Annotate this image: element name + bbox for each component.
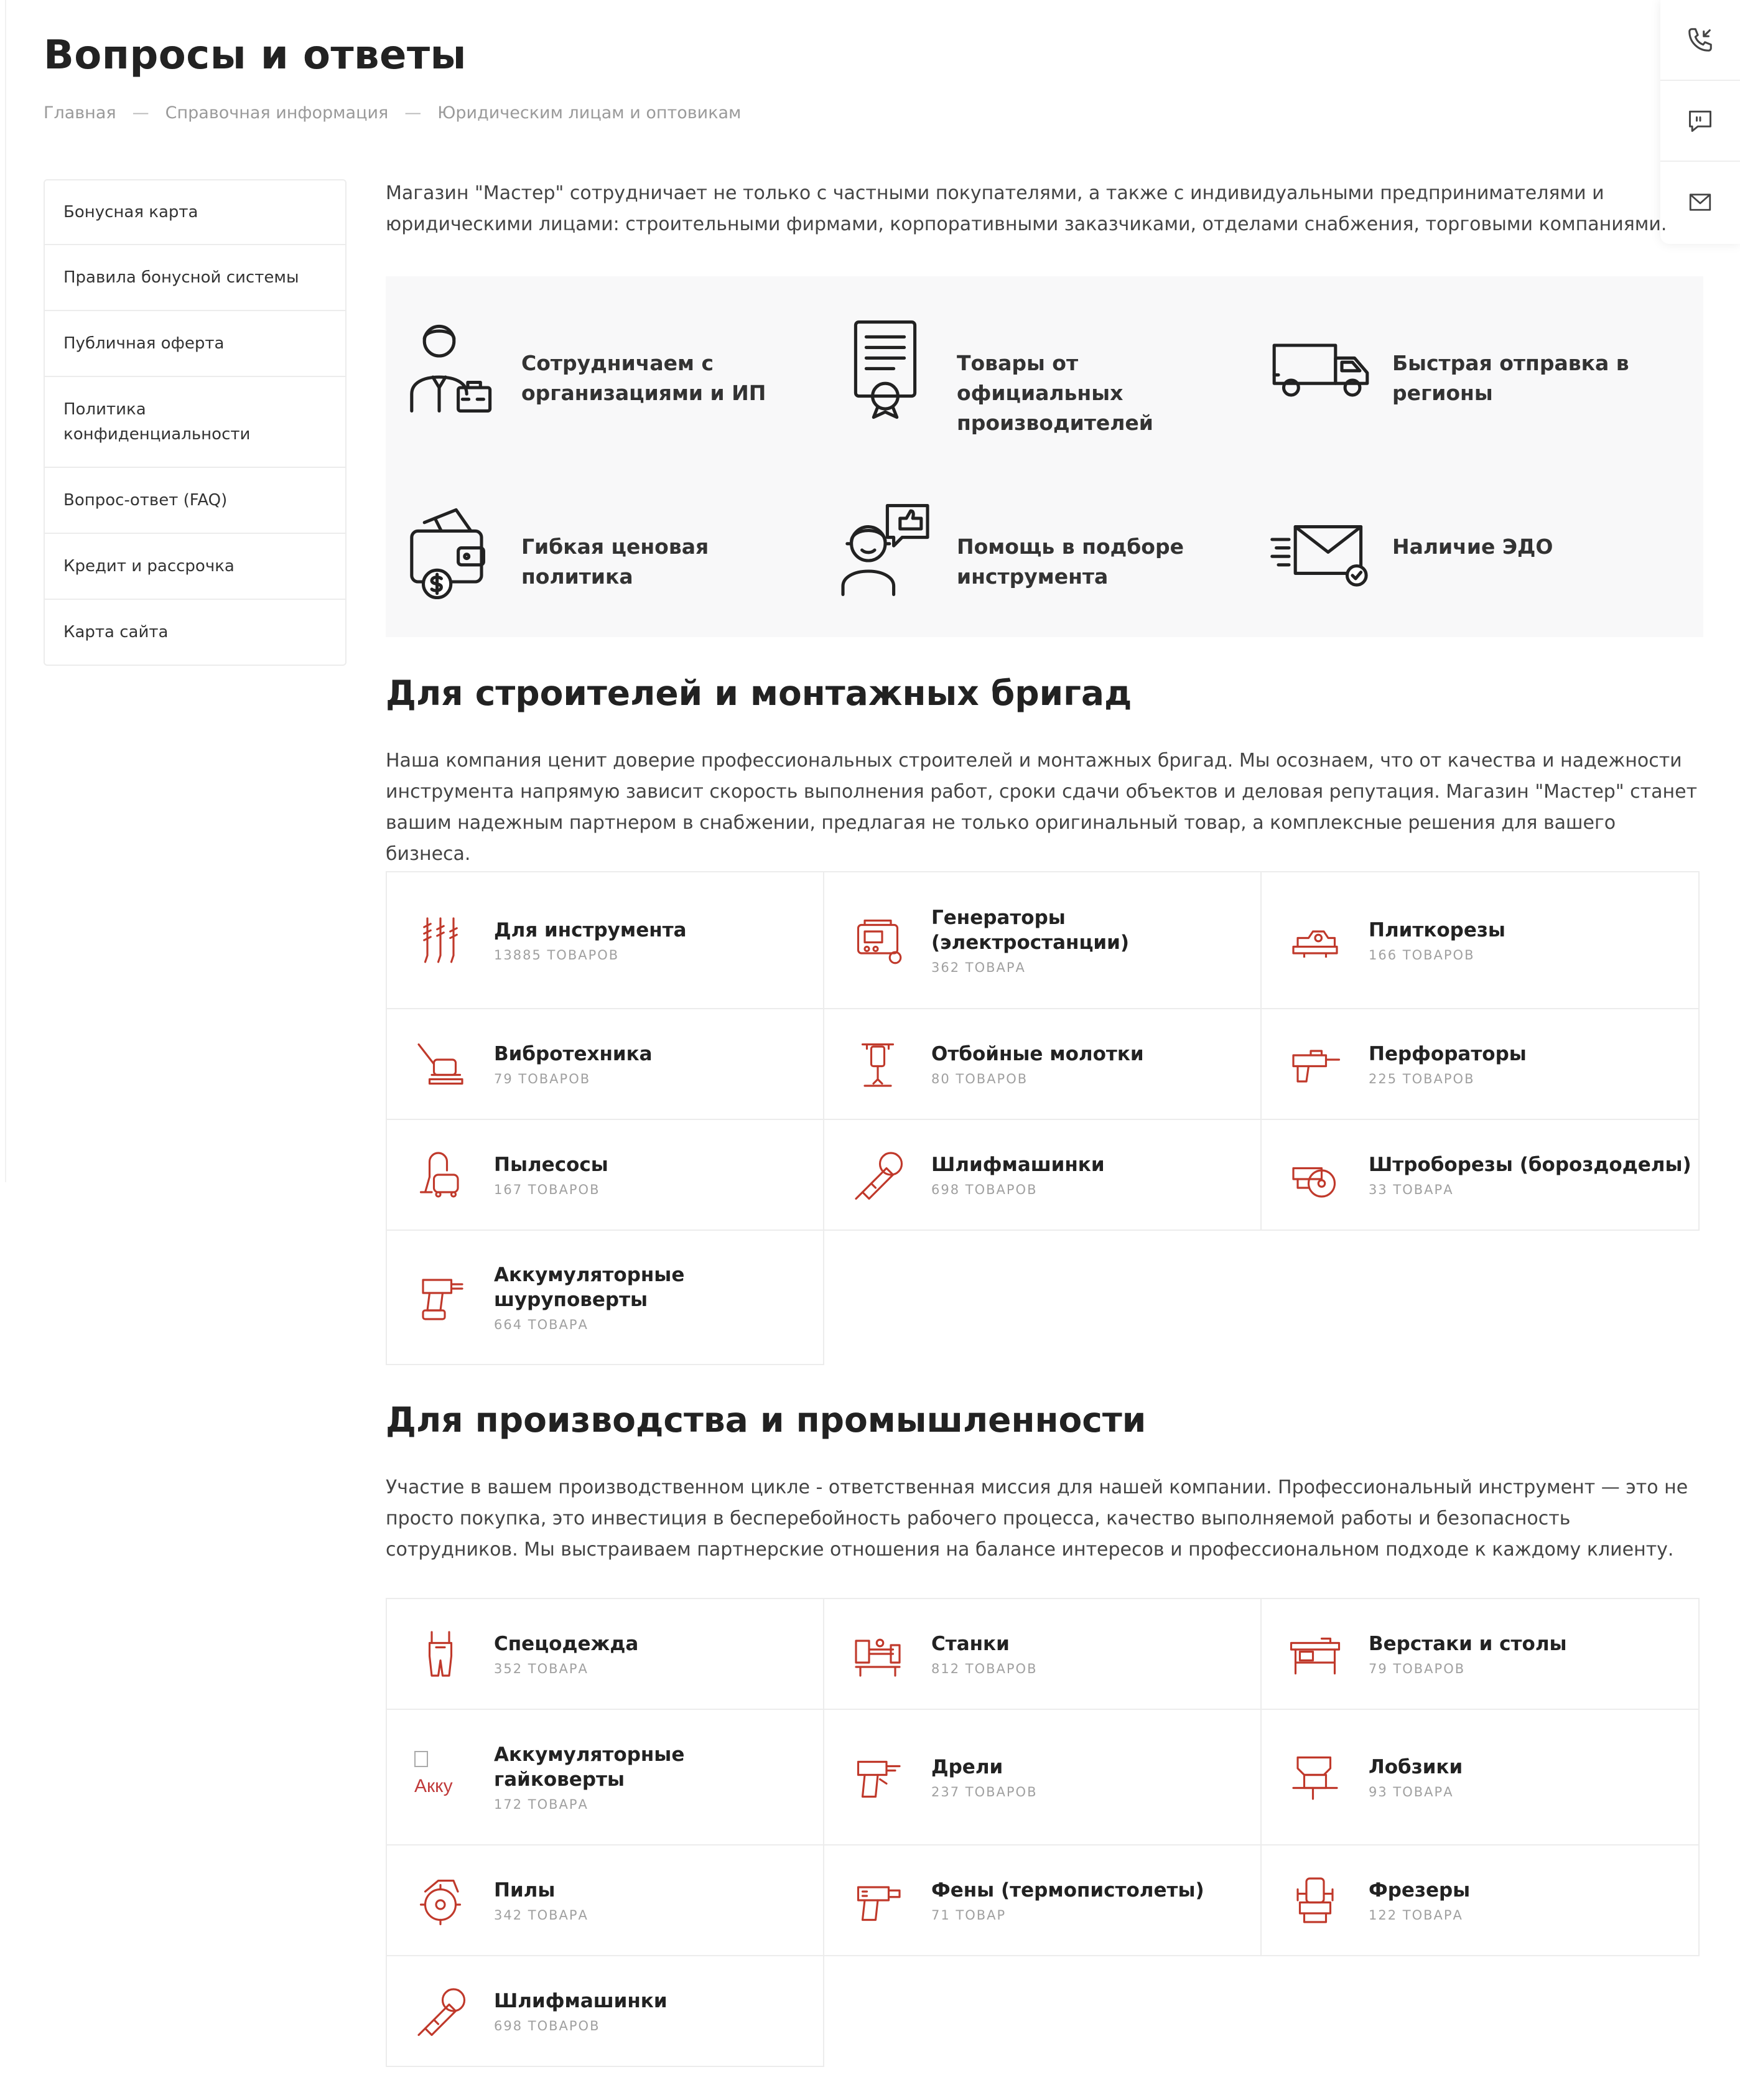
category-name: Пилы <box>494 1879 556 1902</box>
sidebar-menu <box>44 179 347 666</box>
category-name: Вибротехника <box>494 1043 653 1065</box>
category-name: Аккумуляторные шуруповерты <box>494 1264 685 1311</box>
plate-compactor-icon <box>414 1038 467 1090</box>
category-name: Аккумуляторные гайковерты <box>494 1743 685 1791</box>
category-card-jackhammers[interactable] <box>823 1008 1262 1120</box>
rotary-hammer-icon <box>1289 1038 1341 1090</box>
category-card-cordless-screwdrivers[interactable] <box>386 1230 824 1365</box>
category-name: Дрели <box>931 1756 1003 1778</box>
feature-official-goods <box>832 314 1218 438</box>
jackhammer-icon <box>852 1038 904 1090</box>
category-name: Генераторы (электростанции) <box>931 907 1130 954</box>
category-count: 352 ТОВАРА <box>494 1661 589 1676</box>
category-count: 13885 ТОВАРОВ <box>494 948 620 963</box>
category-count: 79 ТОВАРОВ <box>1369 1661 1466 1676</box>
category-card-drills[interactable] <box>823 1709 1262 1846</box>
industry-text: Участие в вашем производственном цикле - ответственная миссия для нашей компании. Профессиональный инструмент — это не просто покупка, это инвестиция в бесперебойность рабочего процесса, качество выполняемой работы и безопасность сотрудников. Мы выстраиваем партнерские отношения на балансе интересов и профессиональном подходе к каждому клиенту. <box>386 1477 1688 1561</box>
consultant-icon <box>832 497 938 603</box>
wall-chaser-icon <box>1289 1149 1341 1201</box>
heat-gun-icon <box>852 1874 904 1926</box>
category-name: Плиткорезы <box>1369 919 1505 941</box>
industry-heading: Для производства и промышленности <box>386 1400 1147 1440</box>
feature-tool-selection-help <box>832 497 1218 603</box>
feature-label: Сотрудничаем с организациями и ИП <box>521 351 766 405</box>
sidebar-item-bonus-card[interactable]: Бонусная карта <box>45 180 345 245</box>
feature-edo <box>1268 497 1654 603</box>
chat-button[interactable] <box>1660 81 1740 162</box>
category-name: Перфораторы <box>1369 1043 1527 1065</box>
overalls-icon <box>414 1628 467 1680</box>
category-name: Верстаки и столы <box>1369 1633 1567 1655</box>
wallet-icon <box>397 497 503 603</box>
sidebar-item-sitemap[interactable]: Карта сайта <box>63 623 169 642</box>
feature-label: Товары от официальных производителей <box>957 351 1153 435</box>
breadcrumb <box>44 103 741 123</box>
category-count: 342 ТОВАРА <box>494 1908 589 1923</box>
breadcrumb-separator: — <box>132 103 149 123</box>
builders-text: Наша компания ценит доверие профессиональных строителей и монтажных бригад. Мы осознаем, что от качества и надежности инструмента напрямую зависит скорость выполнения работ, сроки сдачи объектов и деловая репутация. Магазин "Мастер" станет вашим надежным партнером в снабжении, предлагая не только оригинальный товар, а комплексные решения для вашего бизнеса. <box>386 750 1698 865</box>
category-card-tile-cutters[interactable] <box>1260 871 1700 1009</box>
sidebar-item-credit[interactable]: Кредит и рассрочка <box>45 534 345 600</box>
category-name: Пылесосы <box>494 1154 608 1176</box>
page-left-rule <box>5 0 6 1182</box>
truck-icon <box>1268 314 1374 419</box>
sidebar-item-faq[interactable]: Вопрос-ответ (FAQ) <box>45 468 345 534</box>
category-count: 122 ТОВАРА <box>1369 1908 1463 1923</box>
vacuum-icon <box>414 1149 467 1201</box>
feature-label: Гибкая ценовая политика <box>521 534 709 589</box>
category-count: 167 ТОВАРОВ <box>494 1182 600 1197</box>
category-count: 362 ТОВАРА <box>931 960 1026 975</box>
category-card-heat-guns[interactable] <box>823 1844 1262 1956</box>
drill-icon <box>852 1751 904 1803</box>
category-card-saws[interactable] <box>386 1844 824 1956</box>
category-card-jigsaws[interactable] <box>1260 1709 1700 1846</box>
category-count: 166 ТОВАРОВ <box>1369 948 1475 963</box>
category-card-rotary-hammers[interactable] <box>1260 1008 1700 1120</box>
category-count: 80 ТОВАРОВ <box>931 1071 1028 1086</box>
breadcrumb-current: Юридическим лицам и оптовикам <box>437 103 742 123</box>
category-count: 812 ТОВАРОВ <box>931 1661 1038 1676</box>
category-count: 79 ТОВАРОВ <box>494 1071 591 1086</box>
intro-text: Магазин "Мастер" сотрудничает не только с частными покупателями, а также с индивидуальными предпринимателями и юридическими лицами: строительными фирмами, корпоративными заказчиками, отделами снабжения, торговыми компаниями. <box>386 182 1667 235</box>
callback-button[interactable] <box>1660 0 1740 81</box>
broken-image-icon: Акку <box>414 1751 467 1803</box>
category-count: 71 ТОВАР <box>931 1908 1007 1923</box>
category-name: Станки <box>931 1633 1010 1655</box>
category-card-vacuums[interactable] <box>386 1119 824 1231</box>
category-name: Спецодежда <box>494 1633 639 1655</box>
lathe-icon <box>852 1628 904 1680</box>
category-count: 172 ТОВАРА <box>494 1797 589 1812</box>
category-card-routers[interactable] <box>1260 1844 1700 1956</box>
category-card-tool-accessories[interactable] <box>386 871 824 1009</box>
category-name: Лобзики <box>1369 1756 1463 1778</box>
grinder-icon <box>852 1149 904 1201</box>
circular-saw-icon <box>414 1874 467 1926</box>
category-count: 93 ТОВАРА <box>1369 1785 1454 1799</box>
breadcrumb-reference[interactable]: Справочная информация <box>165 103 389 123</box>
drill-bits-icon <box>414 914 467 966</box>
sidebar-item-label: Политика конфиденциальности <box>63 400 251 444</box>
category-name: Для инструмента <box>494 919 687 941</box>
router-icon <box>1289 1874 1341 1926</box>
category-name: Фены (термопистолеты) <box>931 1879 1204 1902</box>
category-count: 33 ТОВАРА <box>1369 1182 1454 1197</box>
feature-fast-shipping <box>1268 314 1654 419</box>
breadcrumb-separator: — <box>404 103 422 123</box>
cordless-drill-icon <box>414 1271 467 1323</box>
category-name: Шлифмашинки <box>931 1154 1105 1176</box>
category-card-wall-chasers[interactable] <box>1260 1119 1700 1231</box>
category-card-grinders-industrial[interactable] <box>386 1955 824 2067</box>
category-card-generators[interactable] <box>823 871 1262 1009</box>
worker-icon <box>397 314 503 419</box>
tile-cutter-icon <box>1289 914 1341 966</box>
category-count: 237 ТОВАРОВ <box>931 1785 1038 1799</box>
grinder-icon <box>414 1985 467 2037</box>
feature-flexible-pricing <box>397 497 807 603</box>
feature-organizations <box>397 314 783 419</box>
breadcrumb-home[interactable]: Главная <box>44 103 116 123</box>
category-count: 698 ТОВАРОВ <box>931 1182 1038 1197</box>
category-count: 698 ТОВАРОВ <box>494 2018 600 2033</box>
chat-icon <box>1686 107 1714 134</box>
category-name: Шлифмашинки <box>494 1990 668 2012</box>
category-name: Отбойные молотки <box>931 1043 1144 1065</box>
builders-heading: Для строителей и монтажных бригад <box>386 673 1132 713</box>
features-block <box>386 276 1703 637</box>
feature-label: Помощь в подборе инструмента <box>957 534 1184 589</box>
feature-label: Наличие ЭДО <box>1392 534 1553 559</box>
certificate-icon <box>832 314 938 419</box>
category-card-cordless-impact-wrenches[interactable] <box>386 1709 824 1846</box>
category-card-grinders[interactable] <box>823 1119 1262 1231</box>
category-card-workwear[interactable] <box>386 1598 824 1710</box>
workbench-icon <box>1289 1628 1341 1680</box>
category-count: 225 ТОВАРОВ <box>1369 1071 1475 1086</box>
page-title: Вопросы и ответы <box>44 32 467 78</box>
jigsaw-icon <box>1289 1751 1341 1803</box>
sidebar-item-privacy-policy[interactable] <box>45 377 345 468</box>
category-card-machines[interactable] <box>823 1598 1262 1710</box>
category-card-vibration-equipment[interactable] <box>386 1008 824 1120</box>
category-name: Фрезеры <box>1369 1879 1471 1902</box>
category-count: 664 ТОВАРА <box>494 1317 589 1332</box>
sidebar-item-bonus-rules[interactable]: Правила бонусной системы <box>45 245 345 311</box>
category-card-workbenches[interactable] <box>1260 1598 1700 1710</box>
category-name: Штроборезы (бороздоделы) <box>1369 1154 1691 1176</box>
edo-icon <box>1268 497 1374 603</box>
generator-icon <box>852 914 904 966</box>
feature-label: Быстрая отправка в регионы <box>1392 351 1629 405</box>
sidebar-item-public-offer[interactable]: Публичная оферта <box>45 311 345 377</box>
callback-icon <box>1686 26 1714 54</box>
